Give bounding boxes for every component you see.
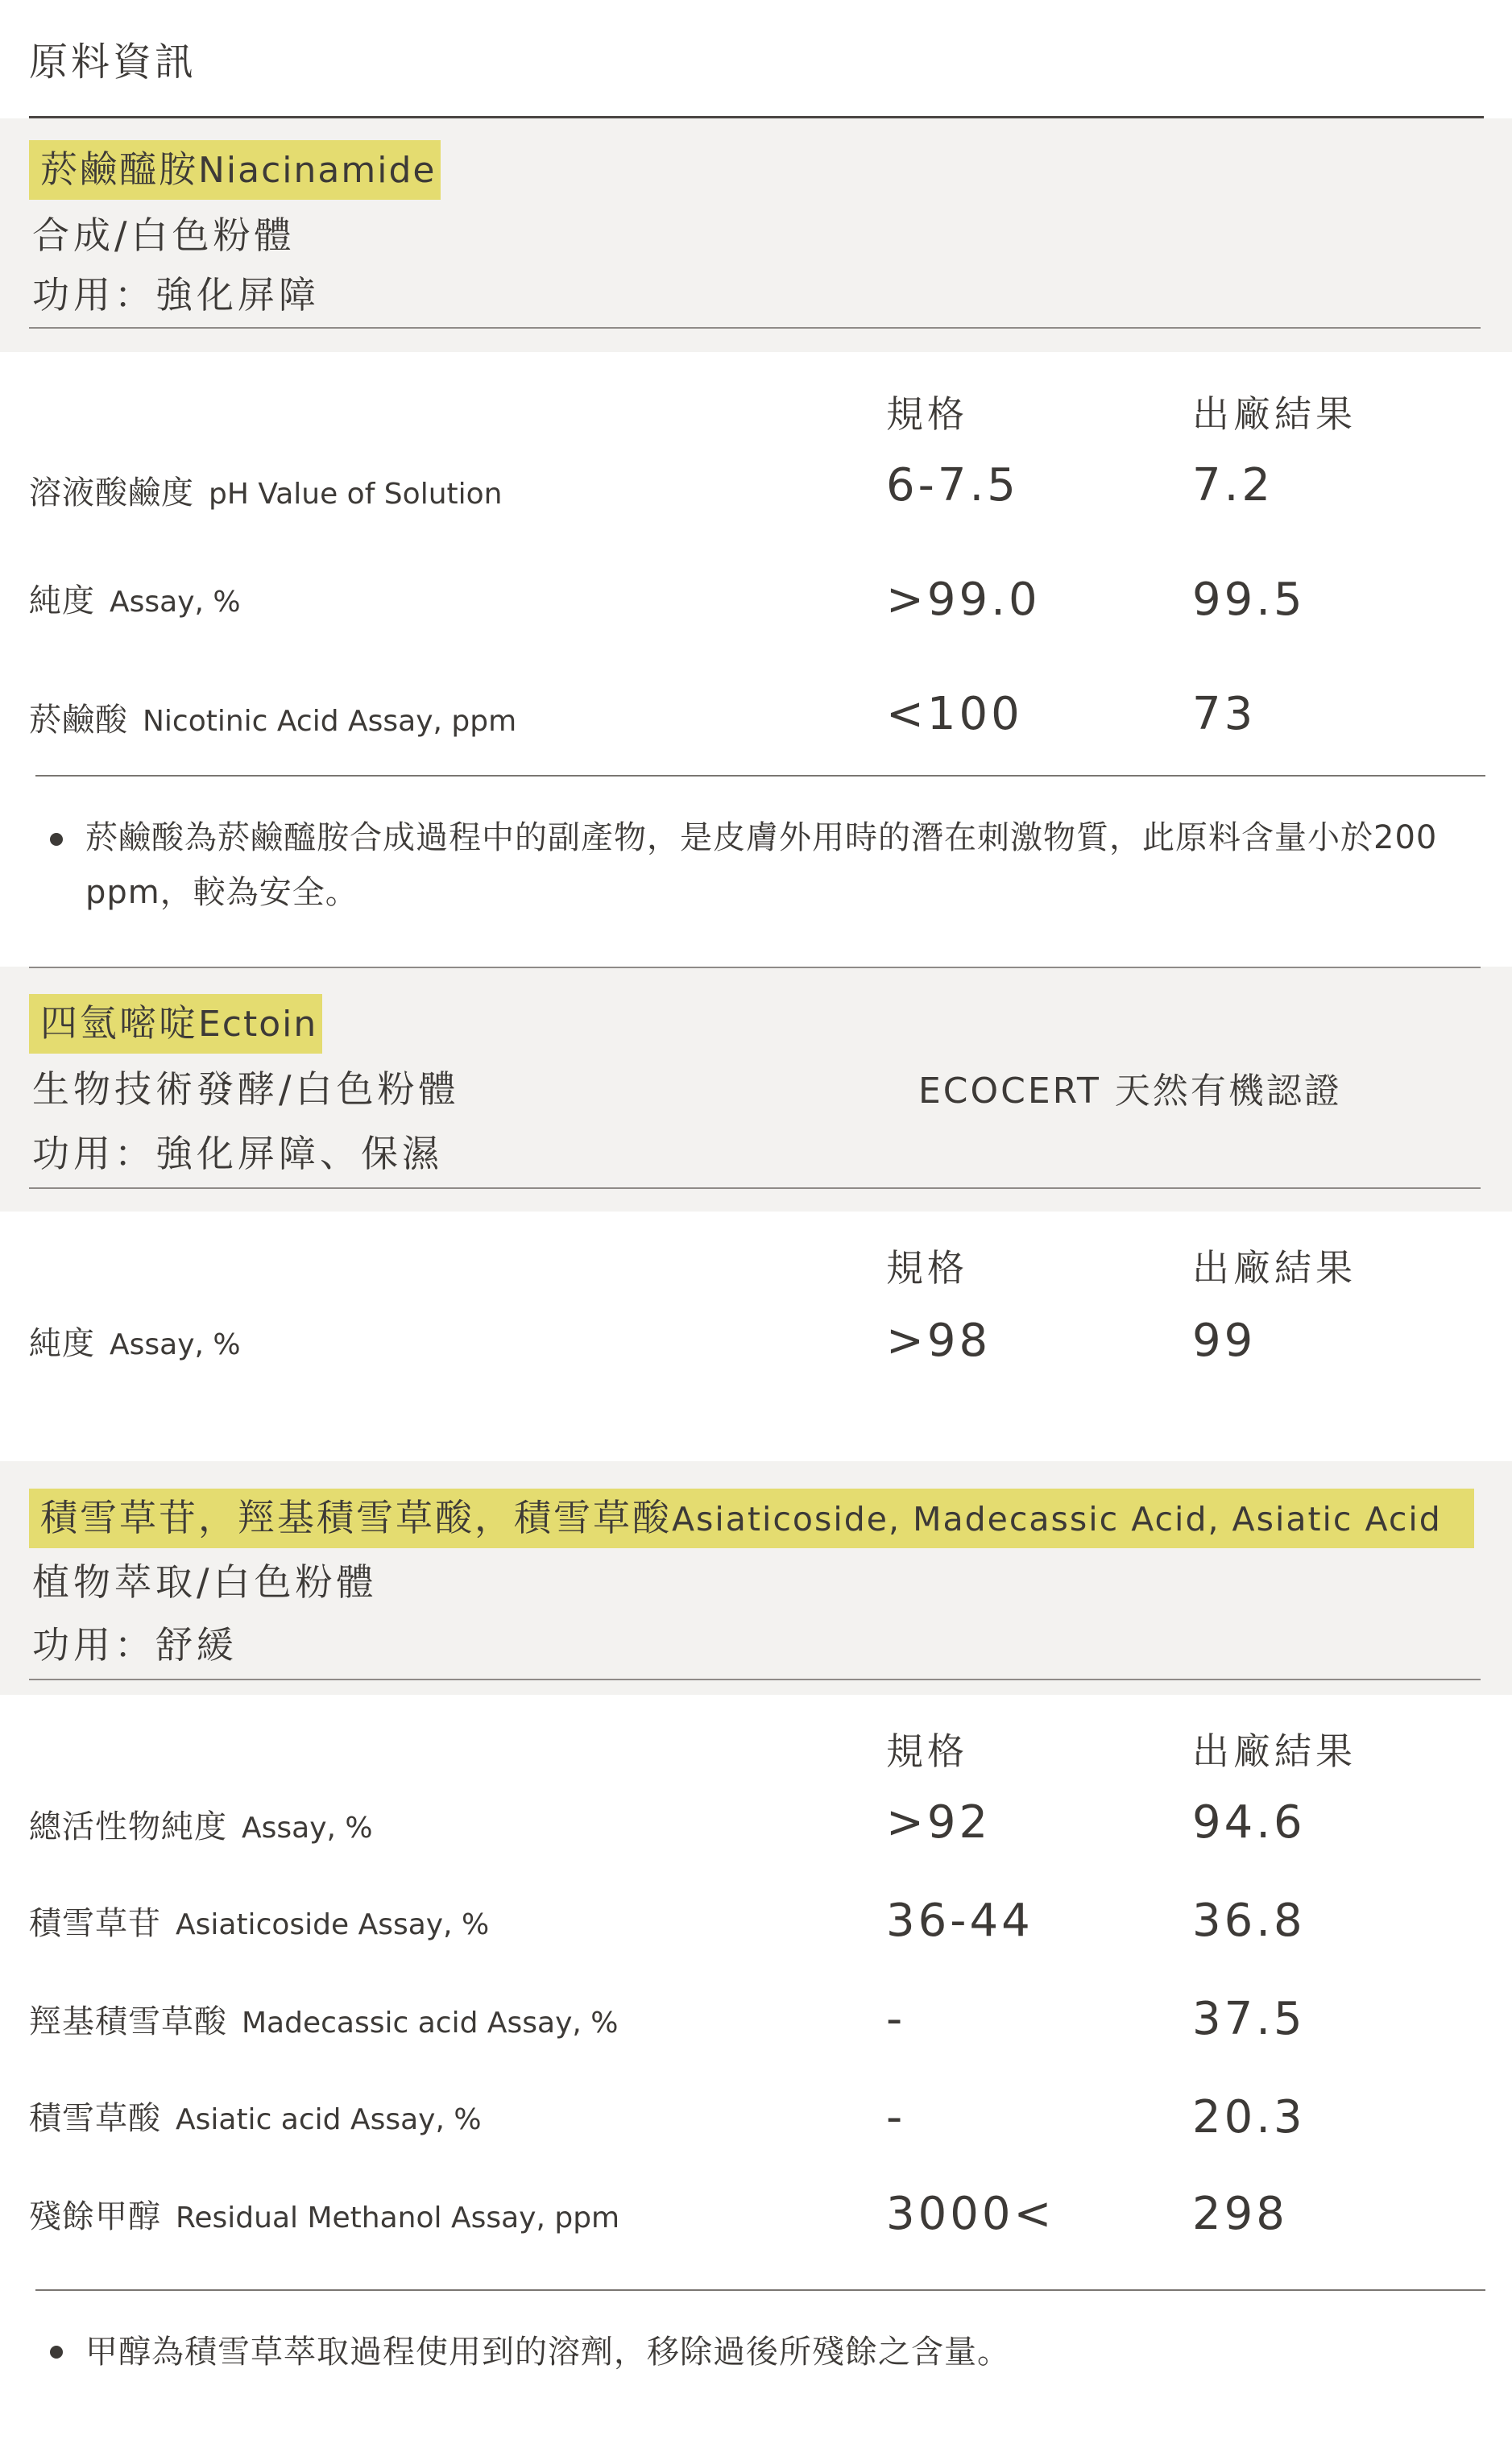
ingredient-name-zh: 積雪草苷，羥基積雪草酸，積雪草酸	[40, 1496, 672, 1539]
result-value: 73	[1192, 688, 1257, 740]
table-row-label: 殘餘甲醇 Residual Methanol Assay, ppm	[29, 2198, 620, 2235]
ingredient-name-zh: 菸鹼醯胺	[40, 147, 198, 191]
ingredient-source: 植物萃取/白色粉體	[32, 1560, 378, 1604]
spec-value: >98	[886, 1315, 992, 1367]
result-value: 7.2	[1192, 459, 1274, 512]
spec-value: 6-7.5	[886, 459, 1019, 512]
table-row-label: 羥基積雪草酸 Madecassic acid Assay, %	[29, 2003, 619, 2040]
result-value: 99	[1192, 1315, 1257, 1367]
spec-value: >92	[886, 1796, 992, 1849]
table-row-label: 積雪草苷 Asiaticoside Assay, %	[29, 1905, 490, 1942]
table-divider	[35, 775, 1485, 777]
ingredient-source: 生物技術發酵/白色粉體	[32, 1067, 460, 1111]
table-row-label: 菸鹼酸 Nicotinic Acid Assay, ppm	[29, 702, 517, 739]
bullet-icon	[50, 833, 63, 846]
spec-value: <100	[886, 688, 1023, 740]
ingredient-name-zh: 四氫嘧啶	[40, 1001, 198, 1045]
result-value: 36.8	[1192, 1895, 1306, 1947]
ingredient-function: 功用：舒緩	[32, 1623, 238, 1667]
result-header: 出廠結果	[1192, 1246, 1357, 1290]
ingredient-function: 功用：強化屏障	[32, 273, 320, 317]
spec-value: >99.0	[886, 574, 1041, 626]
table-row-label: 總活性物純度 Assay, %	[29, 1808, 373, 1845]
ingredient-name-en: Niacinamide	[198, 150, 437, 191]
spec-value: 36-44	[886, 1895, 1034, 1947]
result-value: 20.3	[1192, 2091, 1306, 2143]
ingredient-name-highlight	[29, 140, 441, 200]
table-row-label: 溶液酸鹼度 pH Value of Solution	[29, 474, 503, 512]
ingredient-name-highlight	[29, 994, 322, 1054]
result-header: 出廠結果	[1192, 392, 1357, 436]
result-value: 94.6	[1192, 1796, 1306, 1849]
page-title: 原料資訊	[29, 39, 197, 85]
result-value: 37.5	[1192, 1993, 1306, 2045]
table-row-label: 純度 Assay, %	[29, 582, 241, 619]
band-divider	[29, 1679, 1481, 1680]
spec-header: 規格	[886, 1246, 968, 1290]
certification-label: ECOCERT 天然有機認證	[918, 1071, 1342, 1112]
spec-value: -	[886, 2091, 906, 2143]
result-header: 出廠結果	[1192, 1729, 1357, 1773]
spec-header: 規格	[886, 392, 968, 436]
spec-value: -	[886, 1993, 906, 2045]
band-divider	[29, 327, 1481, 329]
ingredient-name-en: Asiaticoside, Madecassic Acid, Asiatic Acid	[672, 1500, 1442, 1539]
bullet-icon	[50, 2346, 63, 2359]
table-divider	[35, 2289, 1485, 2291]
note-text: 甲醇為積雪草萃取過程使用到的溶劑，移除過後所殘餘之含量。	[85, 2334, 1010, 2371]
table-row-label: 積雪草酸 Asiatic acid Assay, %	[29, 2100, 482, 2137]
result-value: 99.5	[1192, 574, 1306, 626]
note-text: 菸鹼酸為菸鹼醯胺合成過程中的副產物，是皮膚外用時的潛在刺激物質，此原料含量小於200 ppm，較為安全。	[85, 819, 1438, 911]
ingredient-source: 合成/白色粉體	[32, 213, 296, 257]
band-divider	[29, 1187, 1481, 1189]
ingredient-name-en: Ectoin	[198, 1004, 318, 1045]
ingredient-function: 功用：強化屏障、保濕	[32, 1132, 443, 1175]
band-divider	[29, 967, 1481, 968]
table-row-label: 純度 Assay, %	[29, 1325, 241, 1362]
ingredient-name-highlight	[29, 1489, 1474, 1548]
result-value: 298	[1192, 2188, 1288, 2240]
spec-value: 3000<	[886, 2188, 1055, 2240]
spec-header: 規格	[886, 1729, 968, 1773]
